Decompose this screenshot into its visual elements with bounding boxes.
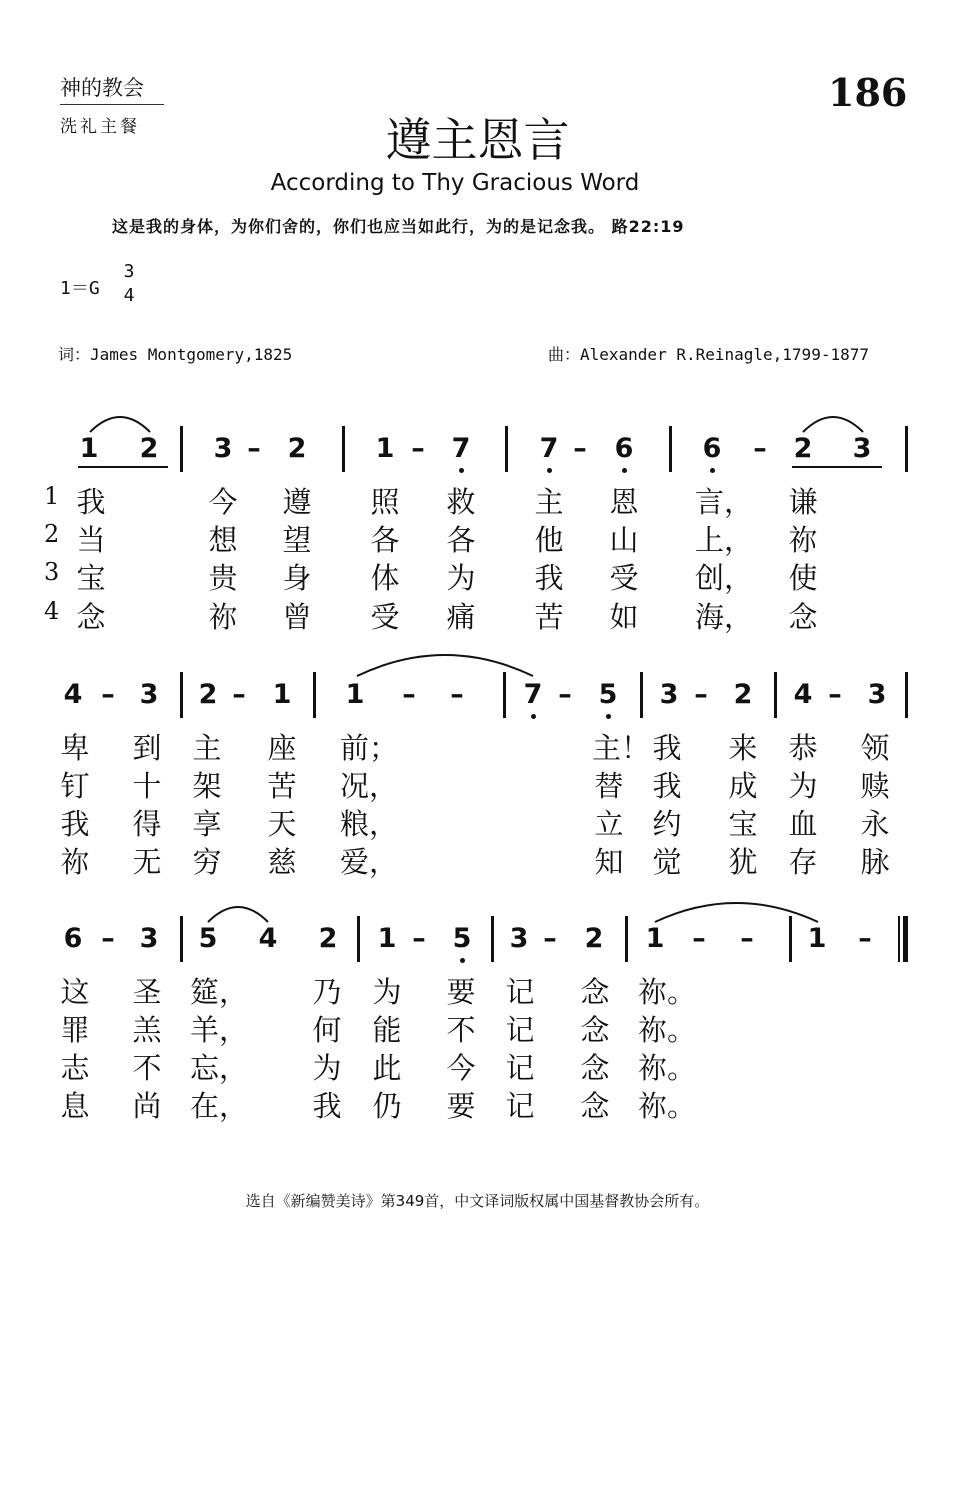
lyric: 祢。	[638, 975, 697, 1009]
category-label: 神的教会	[60, 76, 144, 100]
lyric: 主	[534, 485, 564, 519]
lyric: 宝	[728, 807, 758, 841]
note: 7	[539, 433, 559, 464]
lyric: 筵，	[190, 975, 249, 1009]
lyric: 今	[446, 1051, 476, 1085]
lyric: 主！	[592, 731, 651, 765]
note: 3	[213, 433, 233, 464]
note: 3	[852, 433, 872, 464]
note: 1	[807, 923, 827, 954]
lyric: 成	[728, 769, 758, 803]
lyric: 祢	[208, 600, 238, 634]
lyric: 我	[312, 1089, 342, 1123]
lyric: 座	[267, 731, 297, 765]
dash: –	[412, 923, 426, 954]
lyric: 脉	[860, 845, 890, 879]
lyric: 觉	[652, 845, 682, 879]
lyric: 息	[60, 1089, 90, 1123]
lyric: 受	[370, 600, 400, 634]
slur	[90, 417, 150, 432]
lyric: 钉	[60, 769, 90, 803]
lyric: 领	[860, 731, 890, 765]
slur	[803, 417, 863, 432]
note: 1	[375, 433, 395, 464]
lyric: 祢。	[638, 1089, 697, 1123]
dash: –	[101, 923, 115, 954]
lyric: 他	[534, 523, 564, 557]
lyric: 能	[372, 1013, 402, 1047]
note: 4	[63, 679, 83, 710]
lyric: 受	[609, 561, 639, 595]
lyric: 我	[652, 731, 682, 765]
lyric: 羔	[132, 1013, 162, 1047]
lyric: 卑	[60, 731, 90, 765]
lyric: 这	[60, 975, 90, 1009]
dash: –	[450, 679, 464, 710]
lyric: 为	[788, 769, 818, 803]
note: 2	[287, 433, 307, 464]
verse-number: 3	[44, 558, 60, 586]
lyric: 祢	[788, 523, 818, 557]
verse-number: 4	[44, 597, 60, 625]
note: 4	[793, 679, 813, 710]
lyric: 到	[132, 731, 162, 765]
note: 5	[198, 923, 218, 954]
lyric: 遵	[282, 485, 312, 519]
lyric: 架	[192, 769, 222, 803]
dash: –	[753, 433, 767, 464]
note: 2	[584, 923, 604, 954]
lyric: 念	[788, 600, 818, 634]
lyric: 况，	[340, 769, 399, 803]
lyric: 立	[594, 807, 624, 841]
lyric: 爱，	[340, 845, 399, 879]
note: 5	[452, 923, 472, 954]
dash: –	[558, 679, 572, 710]
lyric: 来	[728, 731, 758, 765]
lyric: 约	[652, 807, 682, 841]
slur	[357, 655, 533, 676]
note: 7	[523, 679, 543, 710]
lyric: 体	[370, 561, 400, 595]
lyric: 我	[534, 561, 564, 595]
scripture-line: 这是我的身体，为你们舍的，你们也应当如此行，为的是记念我。 路22:19	[112, 217, 685, 236]
lyric: 志	[60, 1051, 90, 1085]
lyric: 赎	[860, 769, 890, 803]
lyric: 此	[372, 1051, 402, 1085]
lyric: 谦	[788, 485, 818, 519]
note: 1	[377, 923, 397, 954]
lyric: 为	[446, 561, 476, 595]
lyric: 穷	[192, 845, 222, 879]
lyric: 曾	[282, 600, 312, 634]
note: 2	[733, 679, 753, 710]
lyric: 使	[788, 561, 818, 595]
lyric: 天	[267, 807, 297, 841]
lyric: 犹	[728, 845, 758, 879]
note: 5	[598, 679, 618, 710]
lyric: 要	[446, 1089, 476, 1123]
lyric: 为	[372, 975, 402, 1009]
lyric: 想	[208, 523, 238, 557]
lyric: 救	[446, 485, 476, 519]
lyric: 各	[446, 523, 476, 557]
lyric: 尚	[132, 1089, 162, 1123]
lyric: 各	[370, 523, 400, 557]
copyright-footer: 选自《新编赞美诗》第349首，中文译词版权属中国基督教协会所有。	[245, 1192, 710, 1210]
note: 3	[139, 679, 159, 710]
lyric: 宝	[76, 561, 106, 595]
note: 3	[867, 679, 887, 710]
lyric: 永	[860, 807, 890, 841]
lyric: 我	[60, 807, 90, 841]
note: 3	[139, 923, 159, 954]
lyric: 得	[132, 807, 162, 841]
lyric: 痛	[446, 600, 476, 634]
lyric: 记	[505, 1013, 535, 1047]
lyric: 山	[609, 523, 639, 557]
lyric: 祢。	[638, 1051, 697, 1085]
lyric: 照	[370, 485, 400, 519]
note: 3	[509, 923, 529, 954]
note: 3	[659, 679, 679, 710]
lyric: 如	[609, 600, 639, 634]
lyric: 前；	[340, 731, 399, 765]
lyric: 念	[76, 600, 106, 634]
verse-number: 1	[44, 482, 60, 510]
note: 1	[645, 923, 665, 954]
lyric: 祢。	[638, 1013, 697, 1047]
note: 2	[318, 923, 338, 954]
lyric: 当	[76, 523, 106, 557]
lyric: 记	[505, 1051, 535, 1085]
lyric: 圣	[132, 975, 162, 1009]
lyric: 不	[446, 1013, 476, 1047]
lyric: 存	[788, 845, 818, 879]
lyric: 记	[505, 975, 535, 1009]
key-signature: 1＝G	[60, 278, 100, 299]
lyric: 羊，	[190, 1013, 249, 1047]
lyric: 上，	[695, 523, 754, 557]
lyric: 罪	[60, 1013, 90, 1047]
lyric: 知	[594, 845, 624, 879]
dash: –	[573, 433, 587, 464]
lyric: 十	[132, 769, 162, 803]
note: 7	[451, 433, 471, 464]
lyric: 粮，	[340, 807, 399, 841]
lyricist-credit: 词：James Montgomery,1825	[58, 345, 293, 364]
lyric: 我	[76, 485, 106, 519]
lyric: 今	[208, 485, 238, 519]
lyric: 念	[580, 1051, 610, 1085]
note: 2	[793, 433, 813, 464]
title-english: According to Thy Gracious Word	[270, 170, 640, 196]
lyric: 祢	[60, 845, 90, 879]
lyric: 海，	[695, 600, 754, 634]
subcategory-label: 洗礼主餐	[60, 117, 140, 137]
lyric: 记	[505, 1089, 535, 1123]
lyric: 苦	[534, 600, 564, 634]
note: 1	[79, 433, 99, 464]
composer-credit: 曲：Alexander R.Reinagle,1799-1877	[548, 345, 869, 364]
lyric: 仍	[372, 1089, 402, 1123]
dash: –	[101, 679, 115, 710]
note: 1	[345, 679, 365, 710]
lyric: 替	[594, 769, 624, 803]
lyric: 身	[282, 561, 312, 595]
lyric: 贵	[208, 561, 238, 595]
dash: –	[232, 679, 246, 710]
lyric: 创，	[695, 561, 754, 595]
slur	[655, 903, 818, 922]
dash: –	[247, 433, 261, 464]
lyric: 为	[312, 1051, 342, 1085]
lyric: 血	[788, 807, 818, 841]
lyric: 在，	[190, 1089, 249, 1123]
lyric: 主	[192, 731, 222, 765]
dash: –	[543, 923, 557, 954]
lyric: 念	[580, 975, 610, 1009]
note: 2	[139, 433, 159, 464]
lyric: 念	[580, 1089, 610, 1123]
dash: –	[858, 923, 872, 954]
note: 4	[258, 923, 278, 954]
lyric: 慈	[267, 845, 297, 879]
lyric: 念	[580, 1013, 610, 1047]
lyric: 恭	[788, 731, 818, 765]
note: 6	[63, 923, 83, 954]
dash: –	[402, 679, 416, 710]
dash: –	[828, 679, 842, 710]
note: 6	[702, 433, 722, 464]
lyric: 言，	[695, 485, 754, 519]
time-bottom: 4	[123, 285, 135, 306]
lyric: 我	[652, 769, 682, 803]
lyric: 不	[132, 1051, 162, 1085]
hymn-number: 186	[828, 70, 908, 115]
title-chinese: 遵主恩言	[385, 113, 570, 167]
slur	[208, 907, 268, 922]
lyric: 享	[192, 807, 222, 841]
time-top: 3	[123, 261, 135, 282]
note: 6	[614, 433, 634, 464]
dash: –	[411, 433, 425, 464]
note: 2	[198, 679, 218, 710]
lyric: 苦	[267, 769, 297, 803]
verse-number: 2	[44, 520, 60, 548]
dash: –	[692, 923, 706, 954]
lyric: 忘，	[190, 1051, 249, 1085]
lyric: 无	[132, 845, 162, 879]
dash: –	[694, 679, 708, 710]
dash: –	[740, 923, 754, 954]
note: 1	[272, 679, 292, 710]
lyric: 何	[312, 1013, 342, 1047]
lyric: 乃	[312, 975, 342, 1009]
lyric: 恩	[609, 485, 639, 519]
lyric: 要	[446, 975, 476, 1009]
lyric: 望	[282, 523, 312, 557]
